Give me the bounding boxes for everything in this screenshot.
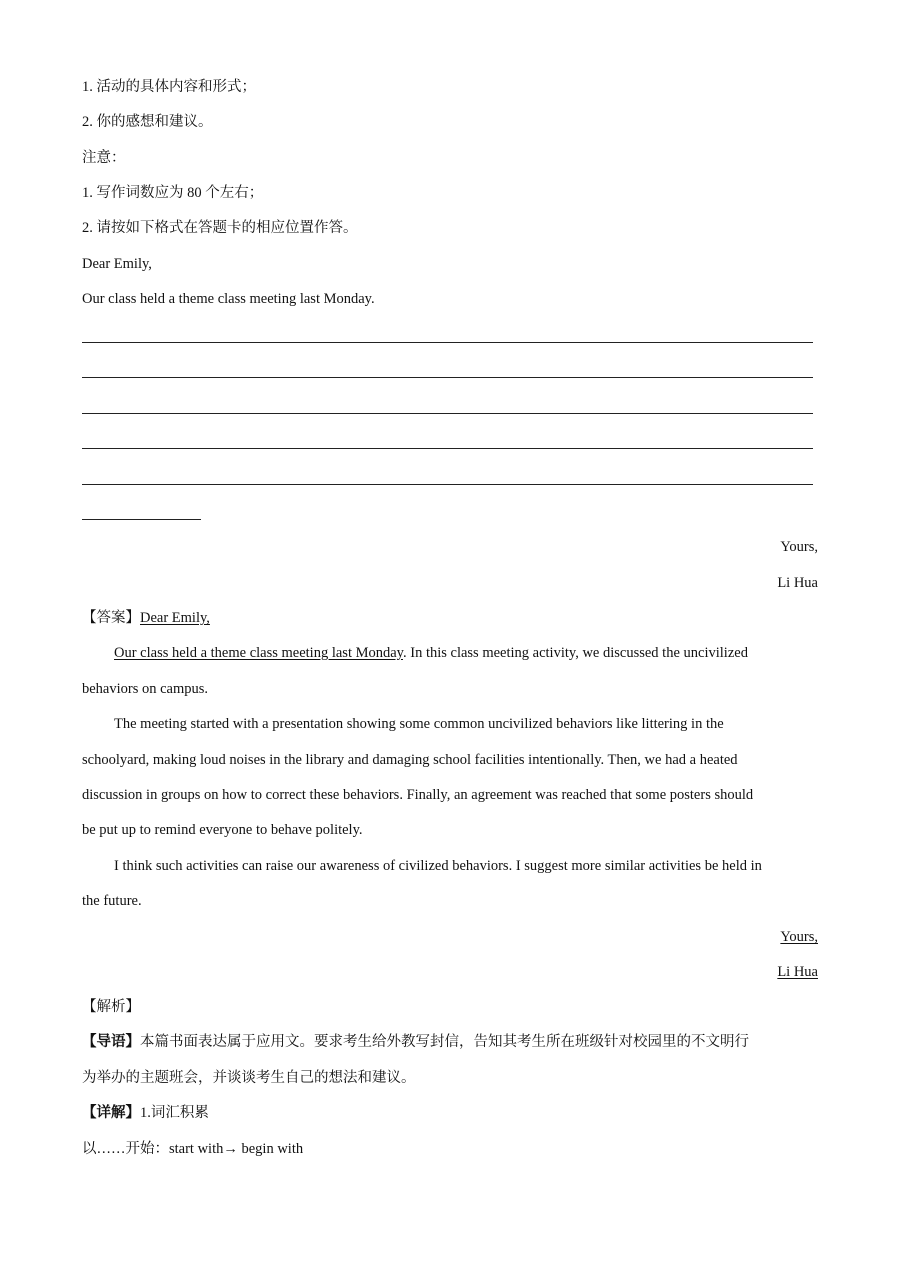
writing-line-short xyxy=(82,519,201,520)
writing-line xyxy=(82,377,813,378)
prompt-signature: Li Hua xyxy=(777,575,818,591)
writing-line xyxy=(82,448,813,449)
answer-paragraph-1-line-2: behaviors on campus. xyxy=(82,681,209,697)
answer-paragraph-3-line-2: the future. xyxy=(82,893,142,909)
answer-header xyxy=(82,608,210,628)
guide-line-1 xyxy=(82,1032,749,1052)
answer-paragraph-2-line-4: be put up to remind everyone to behave politely. xyxy=(82,822,363,838)
answer-paragraph-2-line-2: schoolyard, making loud noises in the library and damaging school facilities intentionally. Then, we had a heated xyxy=(82,752,738,768)
detail-heading: 1.词汇积累 xyxy=(140,1105,209,1121)
prompt-salutation: Dear Emily, xyxy=(82,256,152,272)
answer-paragraph-3-line-1: I think such activities can raise our awareness of civilized behaviors. I suggest more similar activities be held in xyxy=(114,858,762,874)
answer-paragraph-2-line-3: discussion in groups on how to correct these behaviors. Finally, an agreement was reached that some posters should xyxy=(82,787,754,803)
note-2: 2. 请按如下格式在答题卡的相应位置作答。 xyxy=(82,220,358,236)
answer-opening-underlined: Our class held a theme class meeting last Monday xyxy=(114,645,403,661)
detail-line xyxy=(82,1103,209,1123)
detail-label: 【详解】 xyxy=(82,1105,140,1121)
answer-closing: Yours, xyxy=(780,929,818,945)
analysis-label: 【解析】 xyxy=(82,999,140,1015)
guide-label: 【导语】 xyxy=(82,1034,140,1050)
writing-line xyxy=(82,342,813,343)
guide-text-1: 本篇书面表达属于应用文。要求考生给外教写封信，告知其考生所在班级针对校园里的不文明行 xyxy=(140,1034,749,1050)
prompt-item-2: 2. 你的感想和建议。 xyxy=(82,114,213,130)
answer-paragraph-2-line-1: The meeting started with a presentation showing some common uncivilized behaviors like littering in the xyxy=(114,716,724,732)
prompt-item-1: 1. 活动的具体内容和形式； xyxy=(82,79,256,95)
notice-label: 注意： xyxy=(82,150,126,166)
guide-line-2: 为举办的主题班会，并谈谈考生自己的想法和建议。 xyxy=(82,1070,416,1086)
answer-salutation: Dear Emily, xyxy=(140,610,210,626)
prompt-opening: Our class held a theme class meeting last Monday. xyxy=(82,291,375,307)
note-1: 1. 写作词数应为 80 个左右； xyxy=(82,185,264,201)
answer-label: 【答案】 xyxy=(82,610,140,626)
answer-paragraph-1-line-1 xyxy=(114,643,748,663)
writing-line xyxy=(82,484,813,485)
writing-line xyxy=(82,413,813,414)
prompt-closing: Yours, xyxy=(780,539,818,555)
vocab-line: 以……开始：start with→ begin with xyxy=(82,1141,304,1157)
answer-signature: Li Hua xyxy=(777,964,818,980)
answer-opening-rest: . In this class meeting activity, we discussed the uncivilized xyxy=(402,645,748,661)
